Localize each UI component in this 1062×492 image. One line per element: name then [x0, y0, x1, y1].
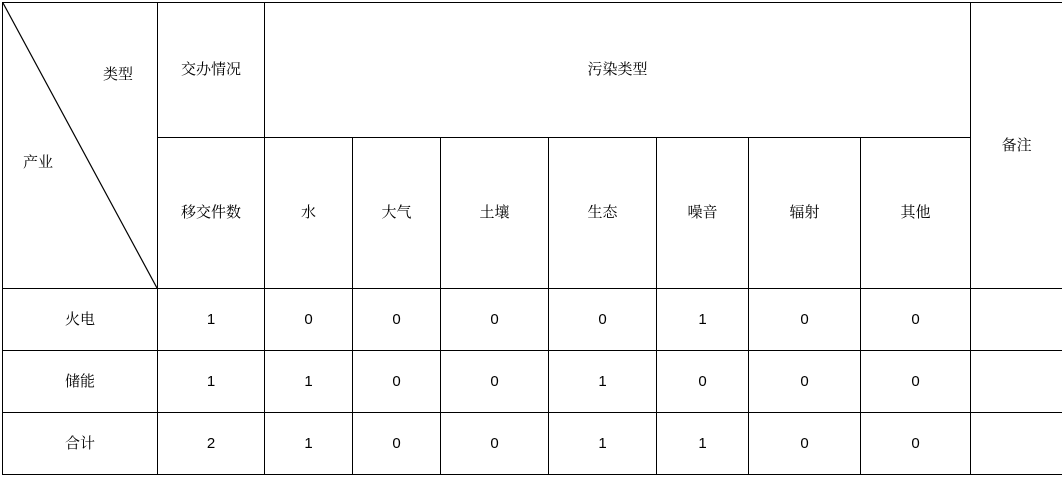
header-subtype-radiation: 辐射 [749, 138, 861, 289]
row-value-water: 1 [265, 351, 353, 413]
table-row-total [3, 413, 1062, 475]
row-value-other: 0 [861, 289, 971, 351]
row-value-ecology: 0 [549, 289, 657, 351]
table-row [3, 289, 1062, 351]
row-value-water: 1 [265, 413, 353, 475]
header-subtype-water: 水 [265, 138, 353, 289]
header-remark: 备注 [971, 3, 1062, 289]
row-value-soil: 0 [441, 351, 549, 413]
row-value-noise: 1 [657, 413, 749, 475]
row-industry-label: 合计 [3, 413, 158, 475]
row-transferred-count: 2 [158, 413, 265, 475]
row-transferred-count: 1 [158, 351, 265, 413]
corner-type-label: 类型 [103, 65, 133, 85]
table-header-row-2 [3, 138, 1062, 289]
row-value-noise: 0 [657, 351, 749, 413]
header-pollution-type: 污染类型 [265, 3, 971, 138]
row-value-ecology: 1 [549, 413, 657, 475]
row-value-air: 0 [353, 289, 441, 351]
row-value-ecology: 1 [549, 351, 657, 413]
row-value-air: 0 [353, 351, 441, 413]
row-value-other: 0 [861, 351, 971, 413]
header-subtype-air: 大气 [353, 138, 441, 289]
row-remark [971, 351, 1062, 413]
header-transferred-count: 移交件数 [158, 138, 265, 289]
corner-header-cell [3, 3, 158, 289]
row-value-water: 0 [265, 289, 353, 351]
document-sheet [0, 2, 1062, 492]
diagonal-divider-icon [3, 3, 157, 288]
header-handover: 交办情况 [158, 3, 265, 138]
row-remark [971, 289, 1062, 351]
row-value-other: 0 [861, 413, 971, 475]
row-value-air: 0 [353, 413, 441, 475]
row-value-soil: 0 [441, 289, 549, 351]
header-subtype-noise: 噪音 [657, 138, 749, 289]
row-remark [971, 413, 1062, 475]
header-subtype-other: 其他 [861, 138, 971, 289]
row-industry-label: 储能 [3, 351, 158, 413]
table-header-row-1 [3, 3, 1062, 138]
row-value-radiation: 0 [749, 289, 861, 351]
corner-industry-label: 产业 [23, 153, 53, 173]
row-transferred-count: 1 [158, 289, 265, 351]
header-subtype-soil: 土壤 [441, 138, 549, 289]
header-subtype-ecology: 生态 [549, 138, 657, 289]
row-value-soil: 0 [441, 413, 549, 475]
pollution-summary-table [2, 2, 1062, 475]
row-industry-label: 火电 [3, 289, 158, 351]
row-value-radiation: 0 [749, 413, 861, 475]
row-value-radiation: 0 [749, 351, 861, 413]
row-value-noise: 1 [657, 289, 749, 351]
table-row [3, 351, 1062, 413]
